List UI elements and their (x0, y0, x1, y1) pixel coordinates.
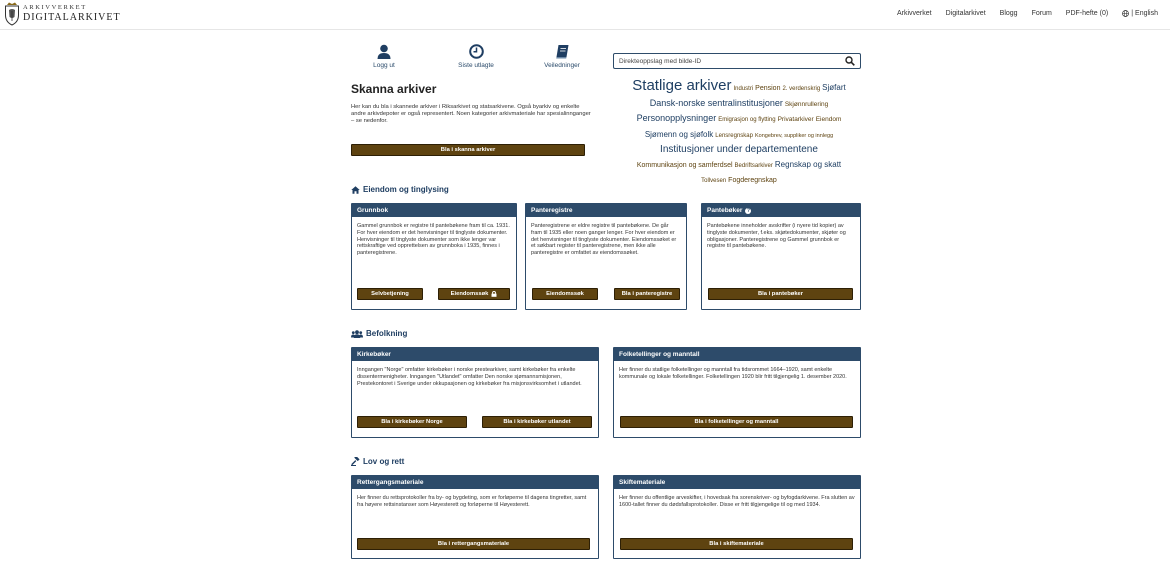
guides-link[interactable] (537, 44, 587, 69)
tag-cloud-item[interactable]: Pension (755, 85, 781, 92)
card-action-button[interactable] (482, 416, 592, 428)
tag-cloud-item[interactable]: Industri (733, 86, 754, 92)
card-title: Panteregistre (531, 207, 573, 214)
tag-cloud-item[interactable]: Institusjoner under departementene (660, 144, 818, 155)
nav-pdf-hefte[interactable]: PDF-hefte (0) (1065, 10, 1109, 17)
logout-label: Logg ut (373, 62, 395, 69)
card-header (614, 348, 860, 361)
section-title: Lov og rett (363, 457, 405, 466)
skanna-title: Skanna arkiver (351, 82, 437, 96)
clock-icon (469, 44, 484, 59)
button-label: Bla i kirkebøker Norge (381, 419, 443, 425)
top-nav (897, 10, 1158, 17)
nav-digitalarkivet[interactable]: Digitalarkivet (945, 10, 986, 17)
nav-forum[interactable]: Forum (1031, 10, 1052, 17)
tag-cloud-item[interactable]: Fogderegnskap (728, 177, 777, 184)
card-action-button[interactable] (620, 538, 853, 550)
logo-main-text: DIGITALARKIVET (23, 11, 121, 23)
card-title: Skiftemateriale (619, 479, 666, 486)
top-header (0, 0, 1170, 30)
tag-cloud-item[interactable]: Sjømenn og sjøfolk (644, 129, 714, 139)
card-header (352, 348, 598, 361)
image-id-input[interactable] (614, 55, 839, 67)
button-label: Bla i pantebøker (757, 291, 804, 297)
button-label: Eiendomssøk (450, 291, 489, 297)
tag-cloud-item[interactable]: Personopplysninger (636, 113, 717, 123)
gavel-icon (351, 457, 360, 466)
tag-cloud-item[interactable]: Lensregnskap (715, 132, 753, 139)
card-description: Panteregistrene er eldre registre til pantebøkene. De går fram til 1935 eller noen ganger lenger. For hver eiendom er det henvisninger til tinglyste dokumenter. Eiendomssøket er et søkbart register til panteregistrene, men ikke alle panteregistre er omfattet av eiendomssøket. (531, 223, 677, 257)
section-heading (351, 185, 449, 194)
section-heading (351, 457, 404, 466)
search-icon[interactable] (845, 56, 855, 66)
nav-blogg[interactable]: Blogg (999, 10, 1018, 17)
tag-cloud-item[interactable]: Sjøfart (822, 83, 846, 92)
tag-cloud-item[interactable]: Privatarkiver (777, 116, 814, 123)
section-title: Befolkning (366, 329, 408, 338)
tag-cloud-item[interactable]: Statlige arkiver (632, 77, 732, 94)
book-icon (555, 44, 570, 59)
tag-cloud (615, 77, 863, 188)
tag-cloud-item[interactable]: Skjønnrullering (784, 100, 829, 108)
tag-cloud-item[interactable]: Regnskap og skatt (774, 159, 842, 169)
button-label: Bla i folketellinger og manntall (694, 419, 779, 425)
card-action-button[interactable] (708, 288, 853, 300)
guides-label: Veiledninger (544, 62, 580, 69)
card-action-button[interactable] (532, 288, 598, 300)
people-icon (351, 330, 363, 338)
card-action-button[interactable] (357, 288, 423, 300)
card-action-button[interactable] (357, 416, 467, 428)
card-action-button[interactable] (438, 288, 510, 300)
card-title: Kirkebøker (357, 351, 391, 358)
card-action-button[interactable] (614, 288, 680, 300)
button-label: Bla i kirkebøker utlandet (503, 419, 571, 425)
lock-icon (491, 291, 497, 297)
card-action-button[interactable] (620, 416, 853, 428)
logo-top-text: ARKIVVERKET (23, 4, 87, 12)
coat-of-arms-icon (4, 2, 20, 26)
card-title: Folketellinger og manntall (619, 351, 700, 358)
card-header (352, 476, 598, 489)
tag-cloud-item[interactable]: Emigrasjon og flytting (718, 117, 776, 123)
card-description: Inngangen "Norge" omfatter kirkebøker i norske prestearkiver, samt kirkebøker fra enkelte dissentermenigheter. Inngangen "Utlandet" omfatter Den norske sjømannsmisjonen, Prestekontoret i Sverige under okkupasjonen og kirkebøker fra misjonsvirksomhet i utlandet. (357, 367, 582, 387)
nav-english-label: English (1135, 10, 1158, 17)
card-action-button[interactable] (357, 538, 590, 550)
card-title: Pantebøker (707, 207, 743, 214)
card-header (526, 204, 686, 217)
tag-cloud-item[interactable]: 2. verdenskrig (782, 86, 821, 92)
nav-english[interactable] (1122, 10, 1158, 17)
card-header (614, 476, 860, 489)
globe-icon (1122, 10, 1129, 17)
tag-cloud-item[interactable]: Tollvesen (701, 178, 727, 184)
nav-arkivverket[interactable]: Arkivverket (896, 10, 932, 17)
card-description: Her finner du offentlige arveskifter, i hovedsak fra sorenskriver- og byfogdarkivene. Fra slutten av 1600-tallet finner du dødsfallsprotokoller. Disse er fritt tilgjengelige til og med 1934. (619, 495, 855, 508)
button-label: Eiendomssøk (546, 291, 584, 297)
card-description: Her finner du statlige folketellinger og manntall fra tidsrommet 1664–1920, samt enkelte kommunale og lokale folketellinger. Folketellingen 1920 blir fritt tilgjengelig 1. desember 2020. (619, 367, 847, 380)
tag-cloud-item[interactable]: Dansk-norske sentralinstitusjoner (649, 97, 783, 108)
tag-cloud-item[interactable]: Bedriftsarkiver (734, 162, 773, 169)
button-label: Bla i skiftemateriale (709, 541, 764, 547)
button-label: Selvbetjening (371, 291, 409, 297)
logout-link[interactable] (364, 44, 404, 69)
card-header (702, 204, 860, 217)
card-description: Her finner du rettsprotokoller fra by- og bygdeting, som er forløperne til dagens tingretter, samt fra høyere rettsinstanser som Høyesterett og forløperne til Høyesterett. (357, 495, 587, 508)
latest-label: Siste utlagte (458, 62, 494, 69)
lang-divider: | (1131, 10, 1134, 17)
browse-scanned-button[interactable]: Bla i skanna arkiver (351, 144, 585, 156)
card-title: Grunnbok (357, 207, 389, 214)
button-label: Bla i panteregistre (621, 291, 673, 297)
card-description: Pantebøkene inneholder avskrifter (i nyere tid kopier) av tinglyste dokumenter, f.eks. skjøtedokumenter, skjøter og obligasjoner. Panteregistrene og Gammel grunnbok er registre til pantebøkene. (707, 223, 846, 250)
tag-cloud-item[interactable]: Kommunikasjon og samferdsel (636, 161, 733, 169)
home-icon (351, 186, 360, 194)
latest-link[interactable] (452, 44, 500, 69)
image-id-search (613, 53, 861, 69)
card-header (352, 204, 516, 217)
tag-cloud-item[interactable]: Kongebrev, suppliker og innlegg (754, 132, 834, 139)
card-title: Rettergangsmateriale (357, 479, 424, 486)
skanna-intro: Her kan du bla i skannede arkiver i Riksarkivet og statsarkivene. Også byarkiv og enkelte andre arkivdepoter er også representert. Noen kategorier arkivmateriale har spesialinnganger – se nedenfor. (351, 104, 591, 125)
info-icon[interactable]: ? (746, 207, 750, 214)
logo[interactable] (4, 2, 121, 26)
user-icon (377, 44, 391, 59)
section-title: Eiendom og tinglysing (363, 185, 449, 194)
button-label: Bla i rettergangsmateriale (437, 541, 510, 547)
card-description: Gammel grunnbok er registre til pantebøkene fram til ca. 1931. For hver eiendom er det henvisninger til tinglyste dokumenter. Henvisninger til tinglyste dokumenter som ikke lenger var rettskraftige ved opprettelsen av grunnboka i 1935, finnes i panteregistrene. (357, 223, 510, 257)
tag-cloud-item[interactable]: Eiendom (815, 116, 842, 123)
section-heading (351, 329, 407, 338)
